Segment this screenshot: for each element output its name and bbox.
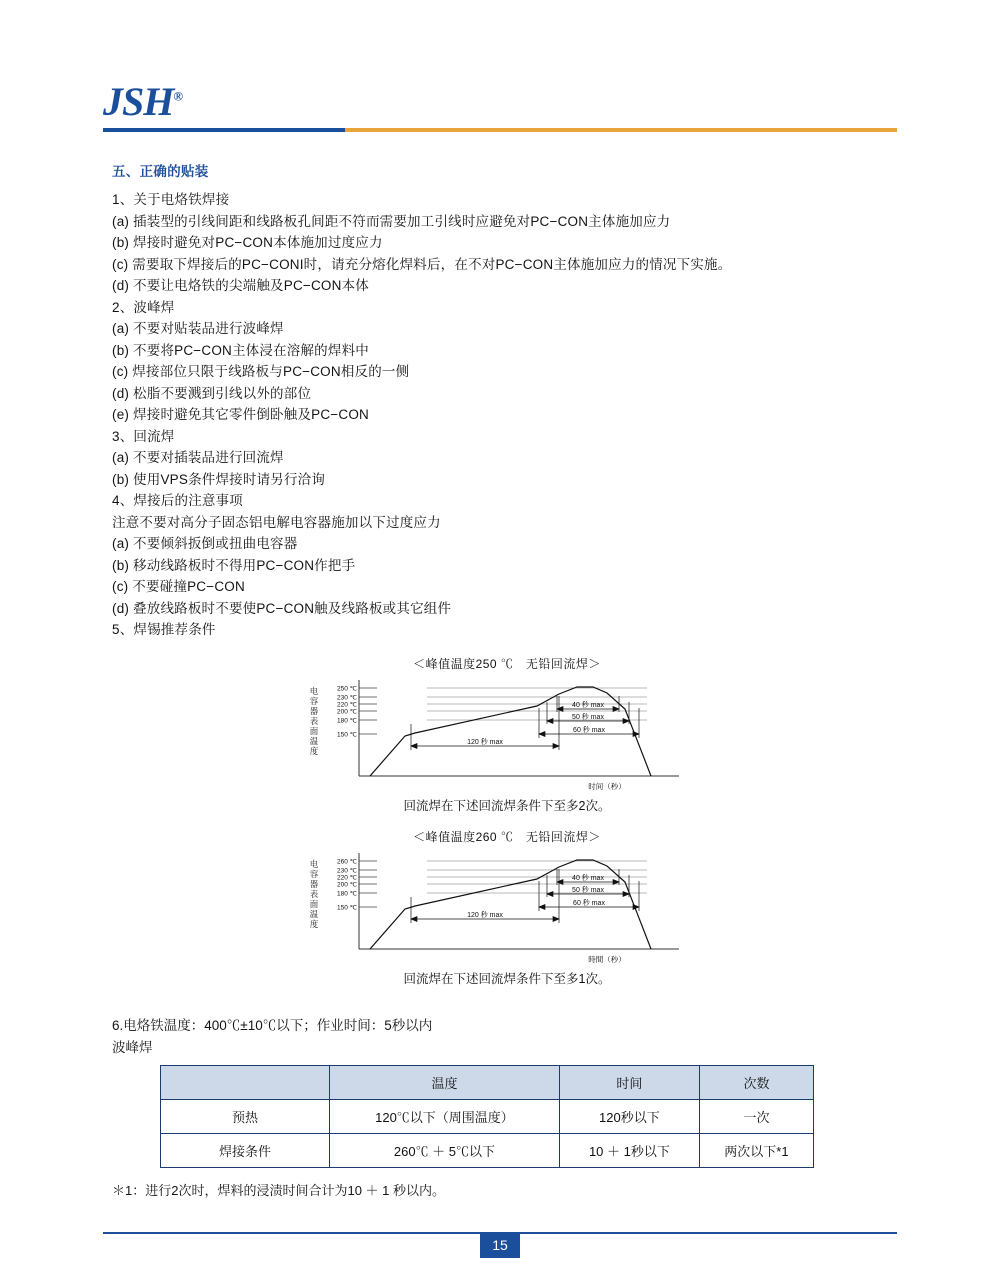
chart-svg	[307, 849, 707, 967]
body-line: (d) 不要让电烙铁的尖端触及PC−CON本体	[112, 278, 369, 293]
body-line: (a) 不要对插装品进行回流焊	[112, 450, 284, 465]
body-line: (c) 焊接部位只限于线路板与PC−CON相反的一侧	[112, 364, 410, 379]
svg-text:230 ℃: 230 ℃	[337, 867, 357, 874]
body-line: (d) 叠放线路板时不要使PC−CON触及线路板或其它组件	[112, 600, 452, 616]
cell-preheat-count: 一次	[699, 1099, 813, 1133]
body-line: (a) 不要对贴装品进行波峰焊	[112, 321, 284, 336]
cell-solder-count: 两次以下*1	[699, 1133, 813, 1167]
header-rule-blue	[103, 128, 345, 132]
col-header-temperature: 温度	[330, 1065, 560, 1099]
iron-temperature-note: 6.电烙铁温度：400℃±10℃以下；作业时间：5秒以内	[112, 1017, 433, 1033]
chart-svg	[307, 676, 707, 794]
header-rule-orange	[345, 128, 897, 132]
svg-text:220 ℃: 220 ℃	[337, 874, 357, 881]
body-line: (b) 使用VPS条件焊接时请另行洽询	[112, 471, 326, 487]
svg-text:200 ℃: 200 ℃	[337, 881, 357, 888]
cell-solder-time: 10 ＋ 1秒以下	[559, 1133, 699, 1167]
col-header-time: 时间	[559, 1065, 699, 1099]
svg-text:40 秒 max: 40 秒 max	[572, 701, 604, 709]
page-number: 15	[480, 1232, 520, 1258]
body-line: 1、关于电烙铁焊接	[112, 192, 230, 207]
body-line: (e) 焊接时避免其它零件倒卧触及PC−CON	[112, 407, 369, 422]
chart-y-axis-label: 电容器表面温度	[309, 685, 319, 756]
svg-text:260 ℃: 260 ℃	[337, 858, 357, 865]
table-footnote: ＊1：进行2次时，焊料的浸渍时间合计为10 ＋ 1 秒以内。	[112, 1182, 445, 1198]
chart-area	[307, 849, 707, 967]
body-line: 5、焊锡推荐条件	[112, 622, 216, 637]
chart-caption: 回流焊在下述回流焊条件下至多2次。	[403, 798, 611, 813]
svg-text:250 ℃: 250 ℃	[337, 685, 357, 692]
section-title: 五、正确的贴装	[112, 164, 209, 179]
table-header-row	[161, 1065, 814, 1099]
svg-text:180 ℃: 180 ℃	[337, 890, 357, 897]
body-line: (d) 松脂不要溅到引线以外的部位	[112, 385, 312, 401]
table-row	[161, 1133, 814, 1167]
document-content	[112, 160, 902, 1212]
svg-text:50 秒 max: 50 秒 max	[572, 886, 604, 894]
chart-y-axis-label: 电容器表面温度	[309, 858, 319, 929]
body-line: 3、回流焊	[112, 428, 175, 444]
svg-text:150 ℃: 150 ℃	[337, 731, 357, 738]
row-label-preheat: 预热	[161, 1099, 330, 1133]
col-header-blank	[161, 1065, 330, 1099]
body-line: 4、焊接后的注意事项	[112, 493, 244, 508]
body-line: (b) 移动线路板时不得用PC−CON作把手	[112, 557, 356, 573]
body-line: 2、波峰焊	[112, 299, 175, 315]
cell-preheat-temperature: 120℃以下（周围温度）	[330, 1099, 560, 1133]
solder-conditions-table	[160, 1065, 814, 1168]
row-label-solder-conditions: 焊接条件	[161, 1133, 330, 1167]
svg-text:180 ℃: 180 ℃	[337, 717, 357, 724]
body-line: 注意不要对高分子固态铝电解电容器施加以下过度应力	[112, 514, 441, 530]
svg-text:40 秒 max: 40 秒 max	[572, 874, 604, 882]
body-line: (a) 不要倾斜扳倒或扭曲电容器	[112, 536, 298, 551]
logo-text: JSH	[103, 79, 174, 124]
svg-text:150 ℃: 150 ℃	[337, 904, 357, 911]
company-logo	[103, 78, 182, 125]
svg-text:时间（秒）: 时间（秒）	[588, 781, 626, 791]
chart-title: ＜峰值温度250 ℃ 无铅回流焊＞	[413, 656, 601, 671]
svg-text:230 ℃: 230 ℃	[337, 694, 357, 701]
registered-mark-icon: ®	[173, 88, 183, 104]
svg-text:60 秒 max: 60 秒 max	[573, 899, 605, 907]
reflow-chart-250	[112, 655, 902, 814]
svg-text:50 秒 max: 50 秒 max	[572, 713, 604, 721]
body-line: (b) 不要将PC−CON主体浸在溶解的焊料中	[112, 342, 369, 358]
chart-caption: 回流焊在下述回流焊条件下至多1次。	[403, 971, 611, 986]
body-line: (c) 需要取下焊接后的PC−CONI时，请充分熔化焊料后，在不对PC−CON主体施加应力的情况下实施。	[112, 256, 732, 272]
cell-solder-temperature: 260℃ ＋ 5℃以下	[330, 1133, 560, 1167]
svg-text:60 秒 max: 60 秒 max	[573, 726, 605, 734]
body-line: (c) 不要碰撞PC−CON	[112, 579, 245, 594]
wave-solder-label: 波峰焊	[112, 1039, 153, 1055]
table-row	[161, 1099, 814, 1133]
body-line: (a) 插装型的引线间距和线路板孔间距不符而需要加工引线时应避免对PC−CON主体施加应力	[112, 213, 671, 229]
chart-area	[307, 676, 707, 794]
svg-text:120 秒 max: 120 秒 max	[467, 738, 503, 746]
chart-title: ＜峰值温度260 ℃ 无铅回流焊＞	[413, 829, 601, 844]
reflow-chart-260	[112, 828, 902, 987]
col-header-count: 次数	[699, 1065, 813, 1099]
cell-preheat-time: 120秒以下	[559, 1099, 699, 1133]
svg-text:220 ℃: 220 ℃	[337, 701, 357, 708]
svg-text:200 ℃: 200 ℃	[337, 708, 357, 715]
svg-text:時間（秒）: 時間（秒）	[588, 954, 626, 964]
svg-text:120 秒 max: 120 秒 max	[467, 911, 503, 919]
body-line: (b) 焊接时避免对PC−CON本体施加过度应力	[112, 235, 383, 250]
